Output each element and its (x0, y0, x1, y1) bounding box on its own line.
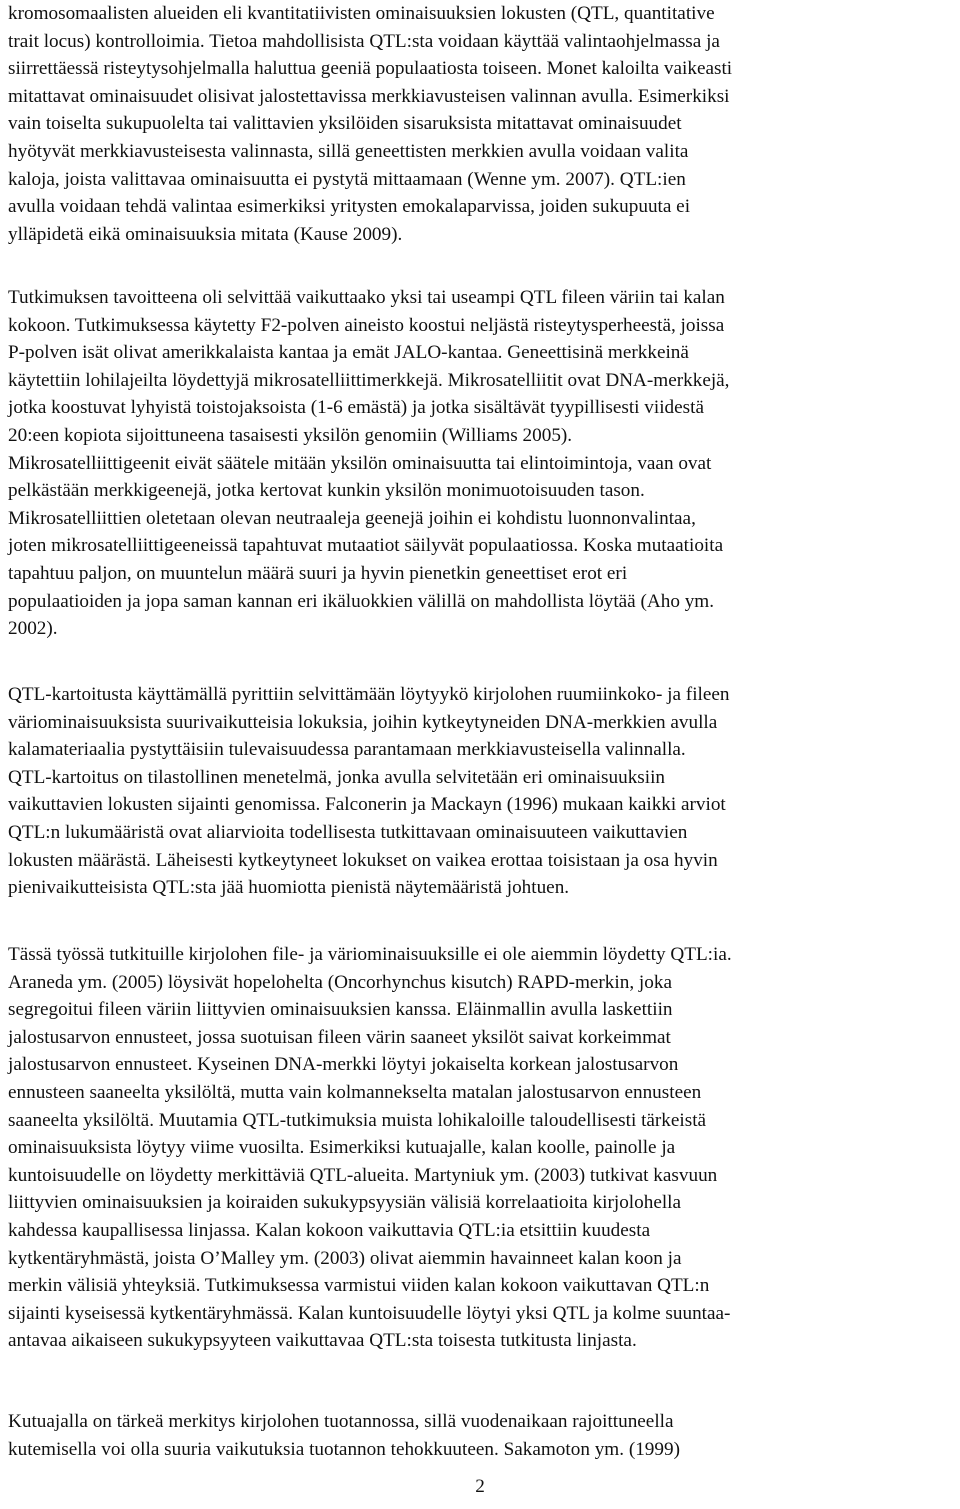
page-number: 2 (475, 1476, 485, 1497)
text-line: P-polven isät olivat amerikkalaista kantaa ja emät JALO-kantaa. Geneettisinä merkkeinä (8, 342, 689, 364)
text-line: QTL-kartoitusta käyttämällä pyrittiin selvittämään löytyykö kirjolohen ruumiinkoko- ja fileen (8, 684, 730, 705)
text-line: QTL:n lukumääristä ovat aliarvioita todellisesta tutkittavaan ominaisuuteen vaikuttavien (8, 821, 688, 843)
paragraph-study-aim (8, 284, 729, 643)
text-line: käytettiin lohilajeilta löydettyjä mikrosatelliittimerkkejä. Mikrosatelliitit ovat DNA-merkkejä, (8, 369, 730, 391)
text-line: sijainti kyseisessä kytkentäryhmässä. Kalan kuntoisuudelle löytyi yksi QTL ja kolme suuntaa- (8, 1302, 731, 1324)
text-line: Tässä työssä tutkituille kirjolohen file- ja väriominaisuuksille ei ole aiemmin löydetty QTL:ia. (8, 944, 732, 965)
text-line: Mikrosatelliittigeenit eivät säätele mitään yksilön ominaisuutta tai elintoimintoja, vaan ovat (8, 452, 712, 474)
text-line: ominaisuuksista löytyy viime vuosilta. Esimerkiksi kutuajalle, kalan koolle, painolle ja (8, 1137, 676, 1159)
text-line: 20:een kopiota sijoittuneena tasaisesti yksilön genomiin (Williams 2005). (8, 424, 573, 446)
text-line: kutemisella voi olla suuria vaikutuksia tuotannon tehokkuuteen. Sakamoton ym. (1999) (8, 1438, 680, 1460)
text-line: kytkentäryhmästä, joista O’Malley ym. (2003) olivat aiemmin havainneet kalan koon ja (8, 1247, 682, 1269)
text-line: mitattavat ominaisuudet olisivat jalostettavissa merkkiavusteisen valinnan avulla. Esimerkiksi (8, 85, 730, 107)
text-line: joten mikrosatelliittigeeneissä tapahtuvat mutaatiot säilyvät populaatiossa. Koska mutaatioita (8, 535, 724, 557)
text-line: lokusten määrästä. Läheisesti kytkeytyneet lokukset on vaikea erottaa toisistaan ja osa hyvin (8, 849, 718, 871)
text-line: ylläpidetä eikä ominaisuuksia mitata (Kause 2009). (8, 223, 403, 245)
text-line: merkin välisiä yhteyksiä. Tutkimuksessa varmistui viiden kalan kokoon vaikuttavan QTL:n (8, 1275, 710, 1297)
text-line: populaatioiden ja jopa saman kannan eri ikäluokkien välillä on mahdollista löytää (Aho ym. (8, 590, 715, 612)
text-line: segregoitui fileen väriin liittyvien ominaisuuksien kanssa. Eläinmallin avulla laskettiin (8, 999, 673, 1021)
paragraph-qtl-mapping (8, 681, 730, 902)
text-line: kuntoisuudelle on löydetty merkittäviä QTL-alueita. Martyniuk ym. (2003) tutkivat kasvuun (8, 1164, 718, 1186)
text-line: Mikrosatelliittien oletetaan olevan neutraaleja geenejä joihin ei kohdistu luonnonvalintaa, (8, 507, 696, 529)
paragraph-qtl-intro (8, 0, 732, 248)
text-line: tapahtuu paljon, on muuntelun määrä suuri ja hyvin pienetkin geneettiset erot eri (8, 562, 628, 584)
text-line: vain toiselta sukupuolelta tai valittavien yksilöiden sisaruksista mitattavat ominaisuudet (8, 113, 682, 135)
text-line: siirrettäessä risteytysohjelmalla haluttua geeniä populaatiosta toiseen. Monet kaloilta vaikeasti (8, 58, 733, 80)
text-line: kokoon. Tutkimuksessa käytetty F2-polven aineisto koostui neljästä risteytysperheestä, joissa (8, 314, 725, 336)
text-line: vaikuttavien lokusten sijainti genomissa. Falconerin ja Mackayn (1996) mukaan kaikki arviot (8, 794, 726, 816)
text-line: avulla voidaan tehdä valintaa esimerkiksi yritysten emokalaparvissa, joiden sukupuuta ei (8, 196, 691, 218)
text-line: pelkästään merkkigeenejä, jotka kertovat kunkin yksilön monimuotoisuuden tason. (8, 480, 645, 502)
text-line: väriominaisuuksista suurivaikutteisia lokuksia, joihin kytkeytyneiden DNA-merkkien avulla (8, 711, 718, 733)
paragraph-previous-studies (8, 941, 732, 1355)
text-line: Kutuajalla on tärkeä merkitys kirjolohen tuotannossa, sillä vuodenaikaan rajoittuneella (8, 1411, 674, 1432)
paragraph-spawning-time (8, 1408, 680, 1463)
text-line: jalostusarvon ennusteet. Kyseinen DNA-merkki löytyi jokaiselta korkean jalostusarvon (8, 1054, 679, 1076)
text-line: jotka koostuvat lyhyistä toistojaksoista (1-6 emästä) ja jotka sisältävät tyypillisesti viidestä (8, 397, 704, 419)
text-line: jalostusarvon ennusteet, jossa suotuisan fileen värin saaneet yksilöt saivat korkeimmat (8, 1026, 671, 1048)
text-line: kromosomaalisten alueiden eli kvantitatiivisten ominaisuuksien lokusten (QTL, quantitative (8, 3, 715, 24)
text-line: kahdessa kaupallisessa linjassa. Kalan kokoon vaikuttavia QTL:ia etsittiin kuudesta (8, 1219, 651, 1241)
text-line: kaloja, joista valittavaa ominaisuutta ei pystytä mittaamaan (Wenne ym. 2007). QTL:ien (8, 168, 686, 190)
text-line: saaneelta yksilöltä. Muutamia QTL-tutkimuksia muista lohikaloille taloudellisesti tärkeistä (8, 1109, 707, 1131)
text-line: Araneda ym. (2005) löysivät hopelohelta (Oncorhynchus kisutch) RAPD-merkin, joka (8, 971, 672, 993)
text-line: antavaa aikaiseen sukukypsyyteen vaikuttavaa QTL:sta toisesta tutkitusta linjasta. (8, 1330, 637, 1352)
text-line: ennusteen saaneelta yksilöltä, mutta vain kolmannekselta matalan jalostusarvon ennusteen (8, 1081, 702, 1103)
text-line: hyötyvät merkkiavusteisesta valinnasta, sillä geneettisten merkkien avulla voidaan valita (8, 140, 689, 162)
text-line: 2002). (8, 618, 58, 640)
text-line: QTL-kartoitus on tilastollinen menetelmä, jonka avulla selvitetään eri ominaisuuksiin (8, 766, 666, 788)
text-line: kalamateriaalia pystyttäisiin tulevaisuudessa parantamaan merkkiavusteisella valinnalla. (8, 739, 686, 761)
text-line: pienivaikutteisista QTL:sta jää huomiotta pienistä näytemääristä johtuen. (8, 877, 570, 899)
text-line: trait locus) kontrolloimia. Tietoa mahdollisista QTL:sta voidaan käyttää valintaohjelmassa ja (8, 30, 720, 52)
text-line: liittyvien ominaisuuksien ja koiraiden sukukypsyysiän välisiä korrelaatioita kirjolohella (8, 1192, 682, 1214)
text-line: Tutkimuksen tavoitteena oli selvittää vaikuttaako yksi tai useampi QTL fileen väriin tai kalan (8, 287, 725, 308)
